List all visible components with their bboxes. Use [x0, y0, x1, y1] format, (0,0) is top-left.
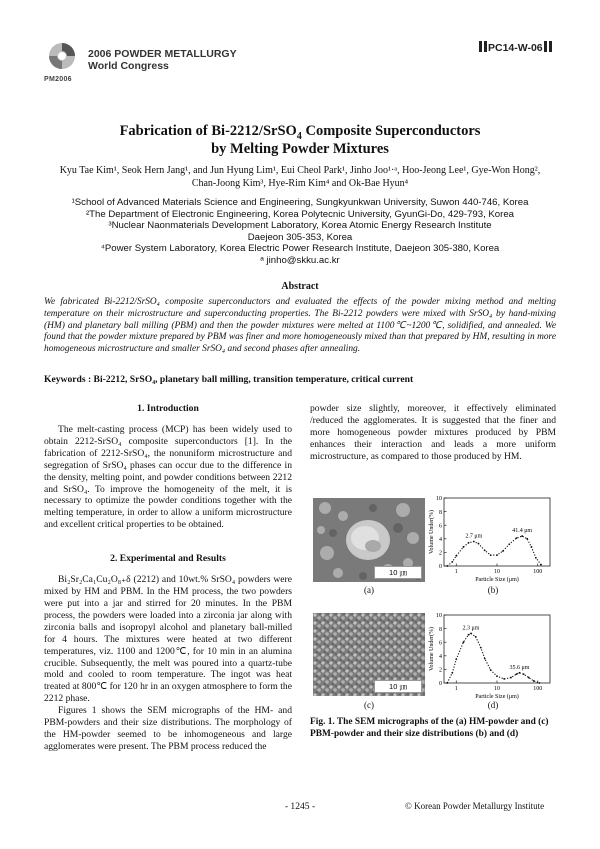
y-tick-label: 2: [439, 667, 442, 674]
page-number: - 1245 -: [284, 801, 316, 812]
contact-email: ᵃ jinho@skku.ac.kr: [260, 254, 340, 266]
figure-label-b: (b): [487, 585, 499, 595]
affiliations: [50, 197, 550, 267]
abstract-heading: Abstract: [281, 281, 319, 292]
keywords: Keywords : Bi-2212, SrSO₄, planetary ball milling, transition temperature, critical current: [44, 374, 414, 385]
x-axis-label: Particle Size (μm): [475, 577, 519, 583]
y-tick-label: 4: [439, 654, 442, 660]
paper-title: [60, 122, 540, 158]
data-point: [519, 672, 521, 674]
data-point: [455, 555, 457, 557]
intro-body: [44, 424, 292, 531]
y-axis-label: Volume Under(%): [429, 509, 435, 555]
figure-label-c: (c): [364, 700, 374, 710]
paper-code: [478, 41, 553, 54]
data-point: [521, 535, 523, 537]
figure-label-a: (a): [364, 585, 374, 595]
affiliation-4: ⁴Power System Laboratory, Korea Electric Power Research Institute, Daejeon 305-380, Korea: [100, 243, 500, 255]
data-point: [490, 669, 492, 671]
y-axis-label: Volume Under(%): [429, 626, 435, 672]
affiliation-1: ¹School of Advanced Materials Science and Engineering, Sungkyunkwan University, Suwon 440-746, Korea: [71, 197, 529, 208]
x-tick-label: 1: [454, 686, 458, 692]
data-point: [510, 677, 512, 679]
data-point: [496, 554, 498, 556]
experimental-heading: 2. Experimental and Results: [110, 553, 226, 565]
title-line1: Fabrication of Bi-2212/SrSO$_4$ Composite Superconductors: [119, 123, 481, 142]
x-axis-label: Particle Size (μm): [475, 694, 519, 700]
x-tick-label: 100: [533, 569, 543, 575]
sem-image-pbm-powder: [313, 613, 425, 696]
data-point: [446, 682, 448, 684]
peak-annotation: 2.3 μm: [462, 625, 480, 632]
copyright-notice: © Korean Powder Metallurgy Institute: [405, 801, 545, 811]
peak-annotation: 35.6 μm: [509, 664, 530, 671]
left-column: [44, 403, 292, 753]
author-list: [50, 164, 550, 190]
pm2006-logo: [45, 40, 79, 80]
data-point: [508, 543, 510, 545]
affiliation-3: ³Nuclear Naonmaterials Development Laboratory, Korea Atomic Energy Research Institute: [108, 220, 492, 232]
y-tick-label: 8: [439, 509, 442, 516]
data-point: [484, 658, 486, 660]
authors-line1: Kyu Tae Kim¹, Seok Hern Jang¹, and Jun Hyung Lim¹, Eui Cheol Park¹, Jinho Joo¹·ᵃ, Hoo-Jeong Lee¹, Gye-Won Hong²,: [59, 165, 541, 176]
authors-line2: Chan-Joong Kim³, Hye-Rim Kim⁴ and Ok-Bae Hyun⁴: [191, 178, 409, 189]
data-point: [451, 561, 453, 563]
title-line2: by Melting Powder Mixtures: [211, 141, 389, 157]
data-point: [502, 550, 504, 552]
data-point: [446, 565, 448, 567]
data-point: [473, 541, 475, 543]
intro-paragraph: The melt-casting process (MCP) has been widely used to obtain 2212-SrSO₄ composite superconductors [1]. In the fabrication of 2212-SrSO₄, the nonuniform microstructure and segregation of SrSO₄ phases can occur due to the difference in the density, melting point, and powder conditions between 2212 and SrSO₄. To improve the homogeneity of the melt, it is necessary to optimize the powder conditions together with the melting temperature, in order to allow a uniform microstructure and excellent critical properties to be obtained.: [44, 424, 292, 531]
y-tick-label: 4: [439, 537, 442, 543]
size-distribution-chart-b: [428, 492, 556, 584]
peak-annotation: 41.4 μm: [512, 528, 533, 535]
figure-caption: Fig. 1. The SEM micrographs of the (a) HM-powder and (c) PBM-powder and their size distributions (b) and (d): [310, 717, 549, 739]
conference-name: [88, 48, 237, 72]
series-line: [447, 533, 541, 566]
y-tick-label: 10: [436, 496, 442, 503]
data-point: [523, 673, 525, 675]
data-point: [463, 641, 465, 643]
scale-bar: 10 ㎛: [374, 566, 422, 579]
affiliation-2: ²The Department of Electronic Engineering, Korea Polytecnic University, GyunGi-Do, 429-793, Korea: [85, 208, 514, 220]
data-point: [484, 549, 486, 551]
data-point: [528, 677, 530, 679]
x-tick-label: 10: [494, 686, 500, 692]
data-point: [535, 557, 537, 559]
figure-label-d: (d): [487, 700, 499, 710]
logo-text: PM2006: [44, 76, 72, 83]
data-point: [480, 647, 482, 649]
peak-annotation: 2.7 μm: [465, 533, 483, 540]
y-tick-label: 6: [439, 640, 442, 647]
x-tick-label: 100: [533, 686, 543, 692]
data-point: [451, 672, 453, 674]
conference-line2: World Congress: [88, 60, 169, 72]
experimental-paragraph-2: Figures 1 shows the SEM micrographs of the HM- and PBM-powders and their size distributions. The morphology of the HM-powder seemed to be inhomogeneous and large agglomerates were present. The PBM process reduced the: [44, 705, 292, 752]
y-tick-label: 8: [439, 626, 442, 633]
data-point: [468, 542, 470, 544]
data-point: [455, 658, 457, 660]
data-point: [503, 678, 505, 680]
sem-image-hm-powder: [313, 498, 425, 582]
x-tick-label: 10: [494, 569, 500, 575]
data-point: [478, 543, 480, 545]
series-line: [447, 633, 539, 683]
right-column-text: [310, 403, 556, 463]
data-point: [533, 680, 535, 682]
y-tick-label: 0: [439, 564, 442, 571]
data-point: [468, 634, 470, 636]
y-tick-label: 2: [439, 550, 442, 557]
data-point: [463, 546, 465, 548]
data-point: [539, 682, 541, 684]
abstract-text: We fabricated Bi-2212/SrSO₄ composite superconductors and evaluated the effects of the powder mixing method and melting temperature on their microstructure and superconducting properties. The Bi-2212 powders were mixed with SrSO₄ by hand-mixing (HM) and planetary ball milling (PBM) and then the powder mixtures were melted at 1100℃~1200℃, solidified, and annealed. We found that the powder mixture prepared by PBM was finer and more homogeneously mixed than that prepared by HM, resulting in more homogeneous microstructure and smaller SrSO₄ and second phases after annealing.: [44, 297, 556, 355]
conference-line1: 2006 POWDER METALLURGY: [88, 48, 237, 60]
size-distribution-chart-d: [428, 609, 556, 701]
x-tick-label: 1: [454, 569, 458, 575]
data-point: [531, 546, 533, 548]
data-point: [516, 673, 518, 675]
paper-code-text: PC14-W-06: [488, 42, 543, 54]
plot-frame: [444, 615, 550, 683]
experimental-paragraph-1: Bi₂Sr₂Ca₁Cu₂O₈₊δ (2212) and 10wt.% SrSO₄ powders were mixed by HM and PBM. In the HM process, the two powders were put into a jar and stirred for 20 minutes. In the PBM process, the powders were loaded into a zirconia jar along with zirconia balls and isopropyl alcohol and planetary ball-milled for 4 hours. The mixtures were heated at two different temperatures, viz. 1100 and 1200℃, for 10 min in an alumina crucible. Subsequently, the melt was poured into a quartz-tube mold and cooled to room temperature. The ingot was heat treated at 800℃ for 120 hr in an oxygen atmosphere to form the 2212 phase.: [44, 574, 292, 705]
experimental-body: [44, 574, 292, 753]
data-point: [470, 632, 472, 634]
data-point: [490, 554, 492, 556]
data-point: [475, 636, 477, 638]
y-tick-label: 0: [439, 681, 442, 688]
data-point: [526, 538, 528, 540]
affiliation-3-city: Daejeon 305-353, Korea: [247, 231, 353, 243]
data-point: [496, 675, 498, 677]
intro-heading: 1. Introduction: [137, 403, 199, 414]
y-tick-label: 10: [436, 613, 442, 620]
scale-bar: 10 ㎛: [374, 680, 422, 693]
right-column-paragraph: powder size slightly, moreover, it effectively eliminated /reduced the agglomerates. It is suggested that the finer and more homogeneous powder mixtures produced by PBM enhances their interaction and leads a more uniform microstructure, as compared to those produced by HM.: [310, 403, 556, 462]
data-point: [540, 564, 542, 566]
y-tick-label: 6: [439, 523, 442, 530]
data-point: [516, 537, 518, 539]
